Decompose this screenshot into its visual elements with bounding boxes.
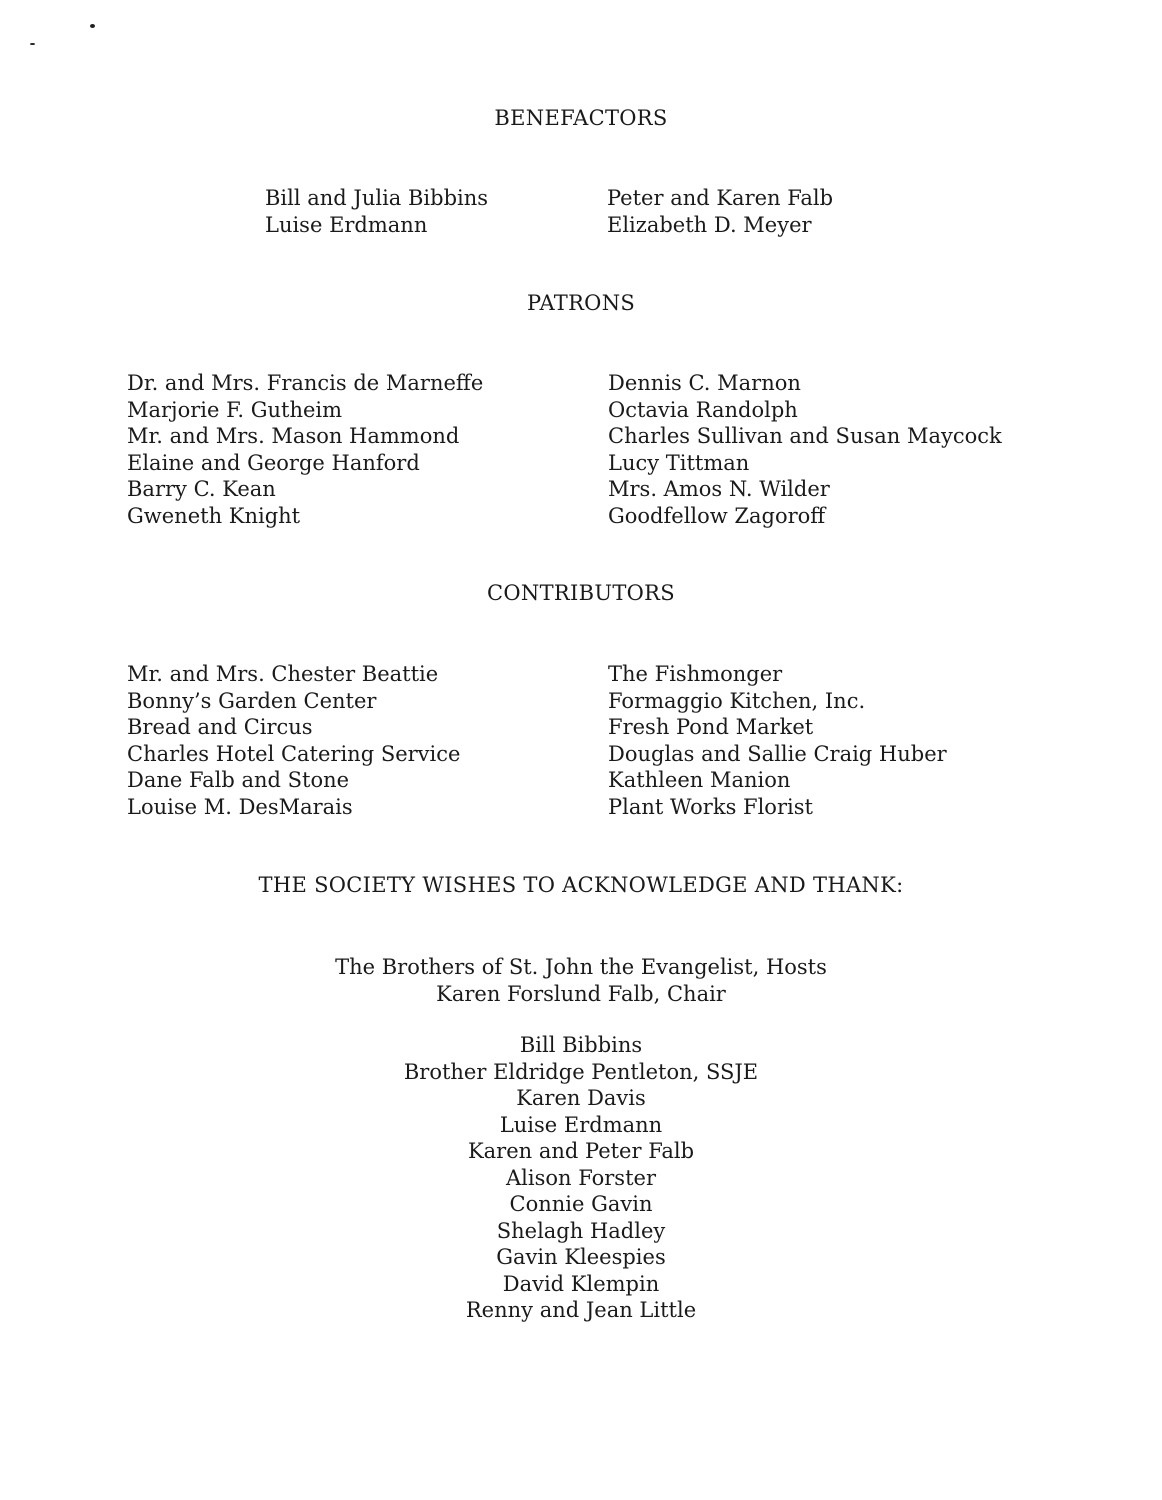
list-item: Karen Davis bbox=[516, 1086, 646, 1110]
list-item: Elaine and George Hanford bbox=[127, 450, 420, 475]
list-item: Renny and Jean Little bbox=[465, 1298, 697, 1322]
list-item: Bill Bibbins bbox=[519, 1033, 643, 1057]
scan-speck bbox=[30, 43, 35, 45]
list-item: Gweneth Knight bbox=[127, 503, 301, 528]
list-item: Goodfellow Zagoroff bbox=[608, 503, 826, 528]
contributors-right-column bbox=[608, 661, 947, 820]
list-item: Karen Forslund Falb, Chair bbox=[436, 981, 726, 1006]
list-item: Gavin Kleespies bbox=[496, 1245, 666, 1269]
list-item: Barry C. Kean bbox=[127, 477, 276, 501]
list-item: Dr. and Mrs. Francis de Marneffe bbox=[127, 371, 484, 395]
acknowledgements-heading: THE SOCIETY WISHES TO ACKNOWLEDGE AND THANK: bbox=[258, 873, 904, 897]
list-item: Octavia Randolph bbox=[608, 397, 798, 422]
list-item: The Fishmonger bbox=[608, 662, 783, 686]
list-item: The Brothers of St. John the Evangelist, Hosts bbox=[335, 955, 827, 979]
acknowledgements-hosts bbox=[0, 954, 1162, 1007]
list-item: Kathleen Manion bbox=[608, 768, 791, 792]
list-item: Luise Erdmann bbox=[499, 1112, 663, 1137]
list-item: Formaggio Kitchen, Inc. bbox=[608, 688, 866, 713]
list-item: Bonny’s Garden Center bbox=[127, 688, 377, 713]
benefactors-right-column bbox=[607, 185, 833, 238]
list-item: Fresh Pond Market bbox=[608, 715, 814, 739]
list-item: Mrs. Amos N. Wilder bbox=[608, 477, 830, 501]
list-item: Connie Gavin bbox=[509, 1192, 653, 1216]
list-item: Dennis C. Marnon bbox=[608, 371, 801, 395]
benefactors-left-column bbox=[265, 185, 488, 238]
patrons-right-column bbox=[608, 370, 1002, 529]
list-item: Brother Eldridge Pentleton, SSJE bbox=[403, 1059, 759, 1084]
list-item: Shelagh Hadley bbox=[496, 1218, 666, 1243]
contributors-left-column bbox=[127, 661, 460, 820]
list-item: David Klempin bbox=[502, 1271, 660, 1296]
list-item: Charles Hotel Catering Service bbox=[127, 741, 461, 766]
list-item: Luise Erdmann bbox=[265, 212, 428, 237]
list-item: Peter and Karen Falb bbox=[607, 186, 834, 210]
list-item: Mr. and Mrs. Chester Beattie bbox=[127, 662, 439, 686]
list-item: Bill and Julia Bibbins bbox=[265, 186, 489, 210]
list-item: Alison Forster bbox=[505, 1165, 656, 1190]
list-item: Marjorie F. Gutheim bbox=[127, 397, 343, 422]
list-item: Charles Sullivan and Susan Maycock bbox=[608, 424, 1002, 448]
list-item: Louise M. DesMarais bbox=[127, 794, 353, 819]
list-item: Plant Works Florist bbox=[608, 794, 813, 819]
contributors-heading: CONTRIBUTORS bbox=[487, 581, 675, 605]
list-item: Bread and Circus bbox=[127, 715, 313, 739]
list-item: Mr. and Mrs. Mason Hammond bbox=[127, 424, 460, 448]
list-item: Lucy Tittman bbox=[608, 450, 750, 475]
scan-speck bbox=[90, 24, 95, 28]
list-item: Karen and Peter Falb bbox=[467, 1139, 695, 1163]
patrons-left-column bbox=[127, 370, 483, 529]
list-item: Elizabeth D. Meyer bbox=[607, 212, 812, 237]
list-item: Douglas and Sallie Craig Huber bbox=[608, 741, 947, 766]
patrons-heading: PATRONS bbox=[526, 291, 636, 315]
list-item: Dane Falb and Stone bbox=[127, 768, 350, 792]
benefactors-heading: BENEFACTORS bbox=[494, 106, 668, 130]
acknowledgements-names bbox=[0, 1032, 1162, 1324]
